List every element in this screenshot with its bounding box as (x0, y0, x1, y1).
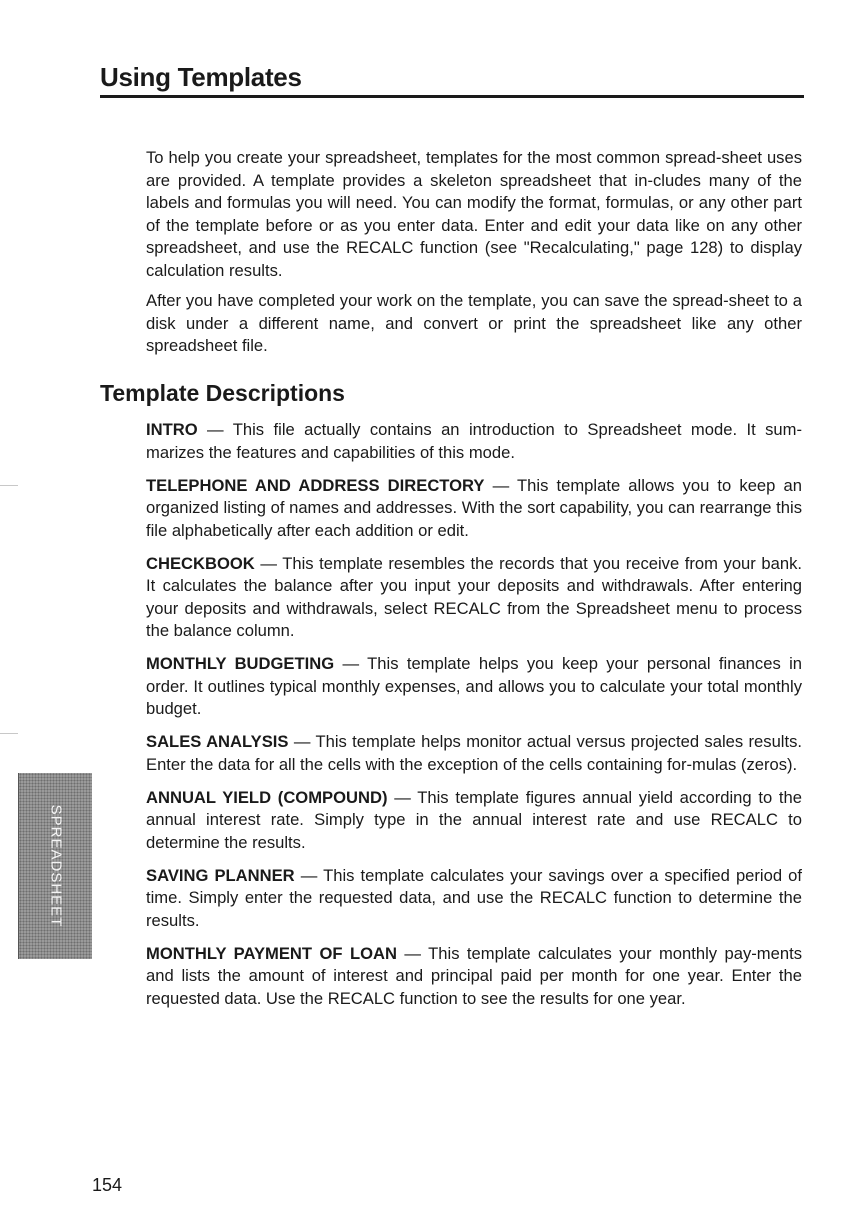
template-description-list (146, 419, 802, 1021)
template-description-telephone-directory (146, 475, 802, 543)
template-description-intro (146, 419, 802, 464)
template-description: — This template resembles the records that you receive from your bank. It calculates the balance after you input your deposits and withdrawals. After entering your deposits and withdrawals, select RECALC from the Spreadsheet menu to process the balance column. (146, 553, 802, 640)
template-name: ANNUAL YIELD (COMPOUND) (146, 787, 388, 807)
template-description: — This template calculates your savings over a specified period of time. Simply enter the requested data, and use the RECALC function to determine the results. (146, 865, 802, 930)
template-description: — This template allows you to keep an organized listing of names and addresses. With the sort capability, you can rearrange this file alphabetically after each addition or edit. (146, 475, 802, 540)
template-name: INTRO (146, 420, 198, 439)
template-description: — This file actually contains an introduction to Spreadsheet mode. It sum-marizes the features and capabilities of this mode. (146, 420, 802, 462)
template-name: SALES ANALYSIS (146, 732, 289, 751)
side-tab-label: SPREADSHEET (47, 804, 64, 928)
template-description: — This template figures annual yield according to the annual interest rate. Simply type in the annual interest rate and use RECALC to determine the results. (146, 787, 802, 852)
page-number: 154 (92, 1175, 123, 1195)
template-description-monthly-budgeting (146, 653, 802, 721)
template-description: — This template helps you keep your personal finances in order. It outlines typical monthly expenses, and allows you to calculate your total monthly budget. (146, 654, 803, 718)
section-heading: Template Descriptions (100, 380, 345, 406)
section-side-tab (18, 773, 92, 959)
template-description-monthly-payment-of-loan (146, 943, 802, 1011)
template-description-sales-analysis (146, 731, 802, 776)
margin-mark (0, 733, 18, 734)
template-name: MONTHLY BUDGETING (146, 654, 335, 673)
template-name: CHECKBOOK (146, 553, 255, 573)
template-description-saving-planner (146, 865, 802, 933)
template-description: — This template calculates your monthly pay-ments and lists the amount of interest and principal paid per month for one year. Enter the requested data. Use the RECALC function to see the results for one year. (146, 943, 802, 1008)
title-rule (100, 95, 804, 98)
template-description-annual-yield (146, 787, 802, 855)
template-description-checkbook (146, 553, 802, 643)
template-name: TELEPHONE AND ADDRESS DIRECTORY (146, 475, 485, 495)
template-name: SAVING PLANNER (146, 865, 295, 885)
template-name: MONTHLY PAYMENT OF LOAN (146, 943, 397, 963)
intro-paragraph: After you have completed your work on the template, you can save the spread-sheet to a disk under a different name, and convert or print the spreadsheet like any other spreadsheet file. (146, 291, 802, 355)
template-description: — This template helps monitor actual versus projected sales results. Enter the data for all the cells with the exception of the cells containing for-mulas (zeros). (146, 732, 802, 774)
page-title: Using Templates (100, 62, 302, 92)
margin-mark (0, 485, 18, 486)
intro-paragraph: To help you create your spreadsheet, templates for the most common spread-sheet uses are provided. A template provides a skeleton spreadsheet that in-cludes many of the labels and formulas you will need. You can modify the format, formulas, or any other part of the template before or as you enter data. Enter and edit your data like on any other spreadsheet, and use the RECALC function (see "Recalculating," page 128) to display calculation results. (146, 148, 802, 280)
